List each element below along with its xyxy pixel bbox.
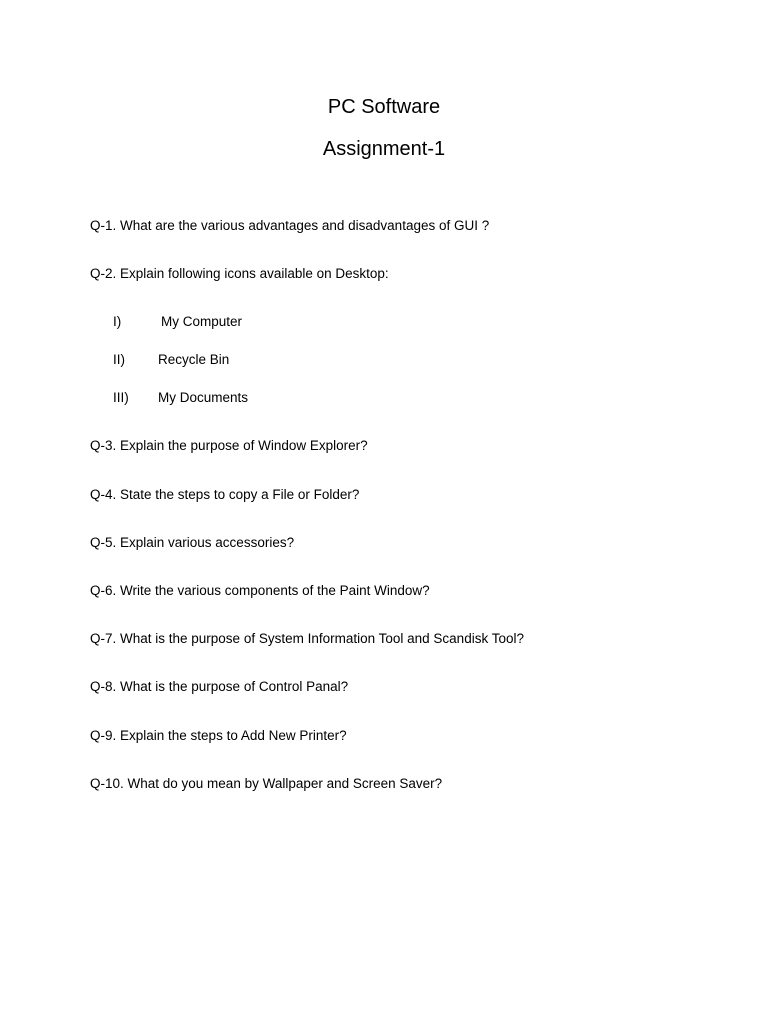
list-number: III) <box>113 390 129 405</box>
question-10: Q-10. What do you mean by Wallpaper and Screen Saver? <box>90 776 443 791</box>
question-2: Q-2. Explain following icons available on Desktop: <box>90 266 389 281</box>
question-9: Q-9. Explain the steps to Add New Printer? <box>90 728 347 743</box>
q2-list-item <box>113 313 242 331</box>
q2-list-item <box>113 351 229 369</box>
list-item-text: My Documents <box>158 390 249 405</box>
list-number: I) <box>113 314 122 329</box>
list-item-text: My Computer <box>161 314 243 329</box>
question-6: Q-6. Write the various components of the Paint Window? <box>90 583 430 598</box>
question-3: Q-3. Explain the purpose of Window Explorer? <box>90 438 368 453</box>
question-8: Q-8. What is the purpose of Control Panal? <box>90 679 349 694</box>
list-number: II) <box>113 352 125 367</box>
document-title: PC Software <box>327 96 441 118</box>
question-4: Q-4. State the steps to copy a File or Folder? <box>90 487 360 502</box>
question-7: Q-7. What is the purpose of System Information Tool and Scandisk Tool? <box>90 631 524 646</box>
question-5: Q-5. Explain various accessories? <box>90 535 295 550</box>
q2-list-item <box>113 389 248 407</box>
document-subtitle: Assignment-1 <box>322 138 446 160</box>
question-1: Q-1. What are the various advantages and disadvantages of GUI ? <box>90 218 490 233</box>
list-item-text: Recycle Bin <box>158 352 230 367</box>
